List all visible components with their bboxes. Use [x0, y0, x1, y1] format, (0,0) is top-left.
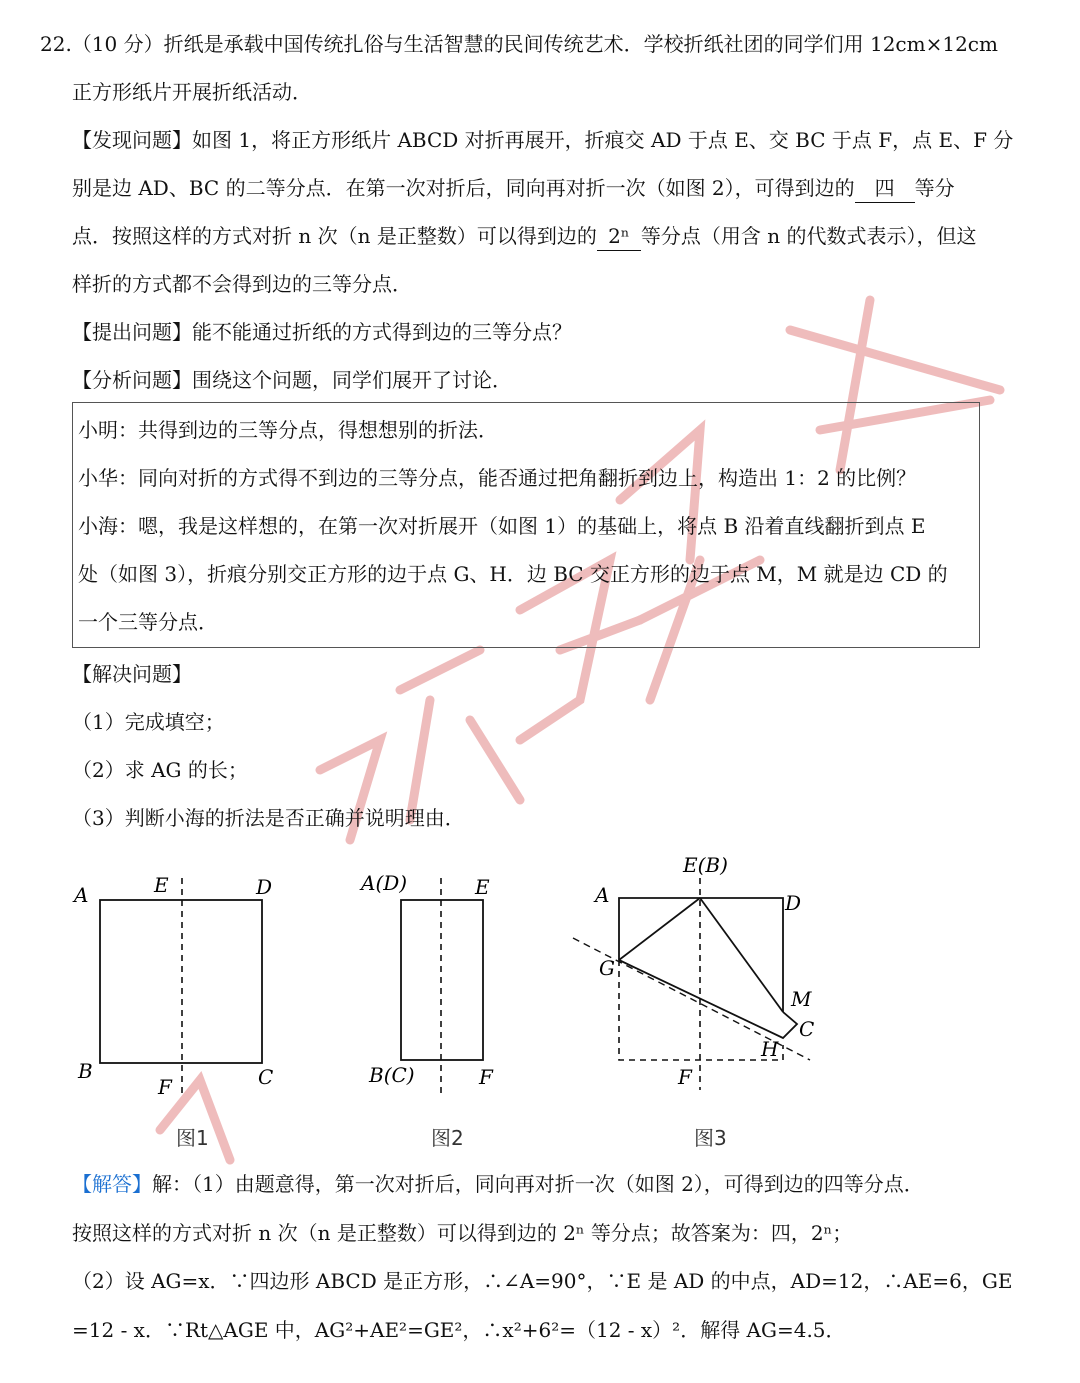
fig1-label-f: F: [158, 1075, 172, 1099]
answer-blank-1: 四: [855, 174, 915, 203]
answer-tag: 【解答】: [72, 1172, 152, 1196]
question-line-3: 【发现问题】如图 1，将正方形纸片 ABCD 对折再展开，折痕交 AD 于点 E、交 BC 于点 F，点 E、F 分: [72, 128, 1014, 152]
answer-line-3: （2）设 AG=x．∵四边形 ABCD 是正方形，∴∠A=90°，∵E 是 AD 的中点，AD=12，∴AE=6，GE: [72, 1269, 1013, 1293]
figure-2: [355, 850, 515, 1110]
fig3-label-f: F: [678, 1065, 692, 1089]
box-line-2: 小华：同向对折的方式得不到边的三等分点，能否通过把角翻折到边上，构造出 1：2 的比例？: [78, 466, 917, 490]
fig3-label-c: C: [799, 1017, 815, 1041]
solve-item-2: （2）求 AG 的长；: [72, 758, 248, 782]
answer-blank-2: 2ⁿ: [597, 222, 641, 251]
question-line-4: [72, 174, 955, 203]
question-line-5: [72, 222, 976, 251]
fig2-label-e: E: [475, 875, 490, 899]
fig3-label-eb: E(B): [683, 853, 728, 877]
answer-line-1-text: 解：（1）由题意得，第一次对折后，同向再对折一次（如图 2），可得到边的四等分点．: [152, 1172, 924, 1196]
answer-line-1: [72, 1170, 924, 1198]
fig3-label-m: M: [791, 987, 812, 1011]
box-line-3: 小海：嗯，我是这样想的，在第一次对折展开（如图 1）的基础上，将点 B 沿着直线翻折到点 E: [78, 514, 926, 538]
question-line-4-text: 别是边 AD、BC 的二等分点．在第一次对折后，同向再对折一次（如图 2），可得到边的: [72, 176, 855, 200]
figure-2-caption: 图2: [431, 1126, 464, 1150]
box-line-5: 一个三等分点．: [78, 610, 218, 634]
solve-item-1: （1）完成填空；: [72, 710, 225, 734]
answer-line-4: =12 - x．∵Rt△AGE 中，AG²+AE²=GE²，∴x²+6²=（12 - x）²．解得 AG=4.5．: [72, 1318, 846, 1342]
fig1-label-b: B: [78, 1059, 93, 1083]
fig3-label-h: H: [761, 1037, 779, 1061]
fig3-label-d: D: [785, 891, 802, 915]
figure-3: [565, 850, 835, 1110]
fig2-label-bc: B(C): [369, 1063, 415, 1087]
question-line-6: 样折的方式都不会得到边的三等分点．: [72, 272, 412, 296]
question-line-2: 正方形纸片开展折纸活动．: [72, 80, 312, 104]
question-line-1: 22.（10 分）折纸是承载中国传统扎俗与生活智慧的民间传统艺术．学校折纸社团的同学们用 12cm×12cm: [40, 32, 998, 56]
fig3-label-g: G: [599, 956, 615, 980]
solve-title: 【解决问题】: [72, 662, 192, 686]
box-line-4: 处（如图 3），折痕分别交正方形的边于点 G、H．边 BC 交正方形的边于点 M，M 就是边 CD 的: [78, 562, 948, 586]
fig1-label-e: E: [154, 873, 169, 897]
fig3-label-a: A: [595, 883, 610, 907]
fig2-label-ad: A(D): [361, 871, 408, 895]
question-line-5-tail: 等分点（用含 n 的代数式表示），但这: [640, 224, 977, 248]
question-line-4-tail: 等分: [914, 176, 955, 200]
fig1-label-c: C: [258, 1065, 274, 1089]
figure-1-caption: 图1: [176, 1126, 209, 1150]
answer-line-2: 按照这样的方式对折 n 次（n 是正整数）可以得到边的 2ⁿ 等分点；故答案为：四，2ⁿ；: [72, 1221, 853, 1245]
fig1-label-a: A: [74, 883, 89, 907]
question-line-8: 【分析问题】围绕这个问题，同学们展开了讨论．: [72, 368, 512, 392]
figure-3-caption: 图3: [694, 1126, 727, 1150]
question-line-7: 【提出问题】能不能通过折纸的方式得到边的三等分点？: [72, 320, 572, 344]
fig1-label-d: D: [256, 875, 273, 899]
question-line-5-text: 点．按照这样的方式对折 n 次（n 是正整数）可以得到边的: [72, 224, 597, 248]
figure-1: [60, 850, 300, 1110]
fig2-label-f: F: [479, 1065, 493, 1089]
solve-item-3: （3）判断小海的折法是否正确并说明理由．: [72, 806, 465, 830]
box-line-1: 小明：共得到边的三等分点，得想想别的折法．: [78, 418, 498, 442]
